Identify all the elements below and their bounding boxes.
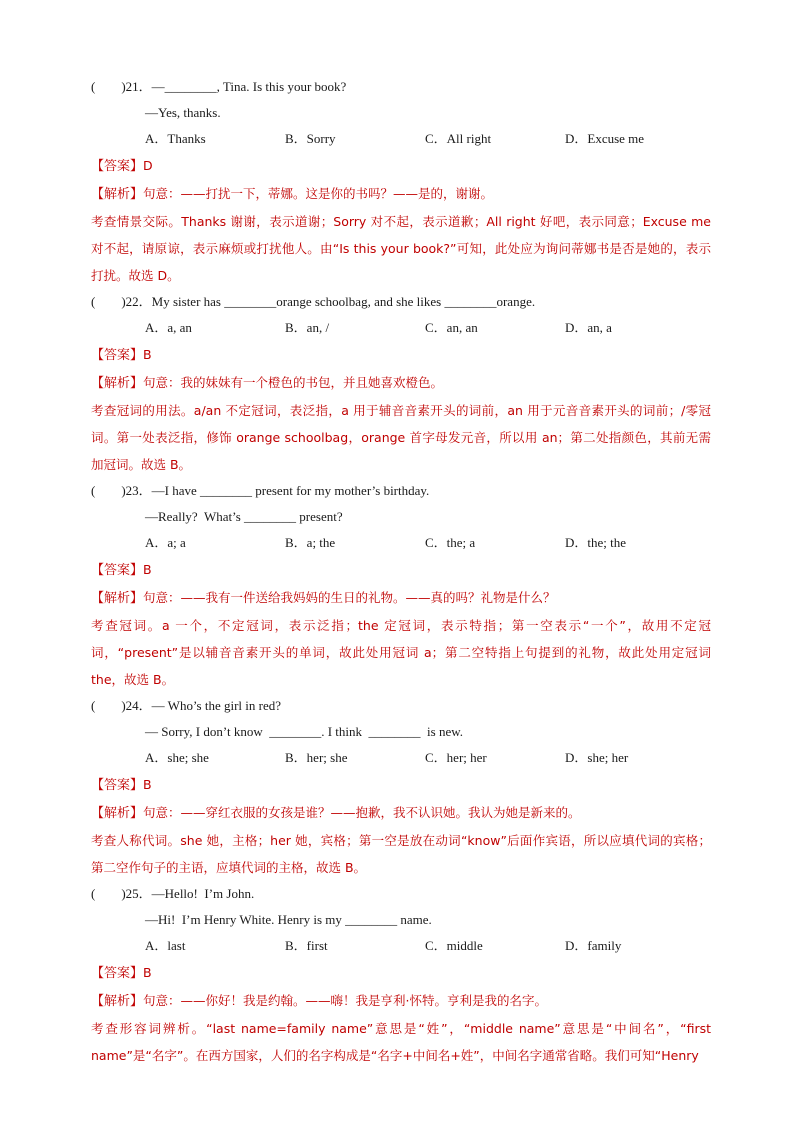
- question-stem: ( )23．—I have ________ present for my mother’s birthday.: [91, 483, 430, 498]
- analysis-body: 考查人称代词。she 她，主格；her 她，宾格；第一空是放在动词“know”后面作宾语，所以应填代词的宾格；第二空作句子的主语，应填代词的主格，故选 B。: [91, 833, 711, 875]
- options-row: [91, 530, 711, 556]
- question-line: —Really? What’s ________ present?: [145, 509, 343, 524]
- question-25: [91, 881, 711, 1069]
- question-stem: ( )21．—________, Tina. Is this your book?: [91, 79, 347, 94]
- analysis-translation: 句意：我的妹妹有一个橙色的书包，并且她喜欢橙色。: [143, 375, 444, 390]
- option-c: C．middle: [425, 938, 483, 953]
- analysis-tag: 【解析】: [91, 187, 144, 202]
- analysis-translation: 句意：——我有一件送给我妈妈的生日的礼物。——真的吗？礼物是什么？: [143, 590, 556, 605]
- option-a: A．Thanks: [145, 131, 206, 146]
- option-d: D．family: [565, 938, 622, 953]
- question-23: [91, 478, 711, 693]
- answer-value: B: [143, 777, 152, 792]
- options-row: [91, 126, 711, 152]
- question-line: —Hi! I’m Henry White. Henry is my ________ name.: [145, 912, 432, 927]
- option-a: A．a, an: [145, 320, 192, 335]
- option-c: C．her; her: [425, 750, 487, 765]
- answer-tag: 【答案】: [91, 159, 144, 174]
- analysis-body: 考查情景交际。Thanks 谢谢，表示道谢；Sorry 对不起，表示道歉；All right 好吧，表示同意；Excuse me 对不起，请原谅，表示麻烦或打扰他人。由“Is this your book?”可知，此处应为询问蒂娜书是否是她的，表示打扰。故选 D。: [91, 214, 711, 283]
- analysis-line: [91, 369, 711, 397]
- option-b: B．her; she: [285, 750, 348, 765]
- analysis-line: [91, 584, 711, 612]
- analysis-tag: 【解析】: [91, 376, 144, 391]
- answer-tag: 【答案】: [91, 348, 144, 363]
- analysis-body: 考查形容词辨析。“last name=family name”意思是“姓”，“middle name”意思是“中间名”，“first name”是“名字”。在西方国家，人们的名字构成是“名字+中间名+姓”，中间名字通常省略。我们可知“Henry: [91, 1021, 711, 1063]
- option-c: C．an, an: [425, 320, 478, 335]
- answer-tag: 【答案】: [91, 966, 144, 981]
- option-d: D．she; her: [565, 750, 629, 765]
- answer-line: [91, 152, 711, 180]
- analysis-translation: 句意：——打扰一下，蒂娜。这是你的书吗？——是的，谢谢。: [143, 186, 494, 201]
- option-c: C．the; a: [425, 535, 476, 550]
- analysis-body: 考查冠词。a 一个，不定冠词，表示泛指；the 定冠词，表示特指；第一空表示“一个”，故用不定冠词，“present”是以辅音音素开头的单词，故此处用冠词 a；第二空特指上句提到的礼物，故此处用定冠词 the，故选 B。: [91, 618, 711, 687]
- option-d: D．the; the: [565, 535, 627, 550]
- answer-line: [91, 771, 711, 799]
- option-d: D．Excuse me: [565, 131, 645, 146]
- option-b: B．first: [285, 938, 328, 953]
- answer-value: B: [143, 562, 152, 577]
- answer-tag: 【答案】: [91, 563, 144, 578]
- analysis-tag: 【解析】: [91, 994, 144, 1009]
- option-a: A．last: [145, 938, 186, 953]
- analysis-translation: 句意：——你好！我是约翰。——嗨！我是亨利·怀特。亨利是我的名字。: [143, 993, 547, 1008]
- answer-line: [91, 341, 711, 369]
- answer-value: B: [143, 347, 152, 362]
- analysis-line: [91, 799, 711, 827]
- analysis-translation: 句意：——穿红衣服的女孩是谁？——抱歉，我不认识她。我认为她是新来的。: [143, 805, 581, 820]
- answer-value: B: [143, 965, 152, 980]
- answer-line: [91, 556, 711, 584]
- question-line: — Sorry, I don’t know ________. I think ________ is new.: [145, 724, 464, 739]
- exam-page: [91, 74, 711, 1069]
- analysis-tag: 【解析】: [91, 806, 144, 821]
- option-d: D．an, a: [565, 320, 612, 335]
- question-22: [91, 289, 711, 478]
- question-21: [91, 74, 711, 289]
- analysis-body: 考查冠词的用法。a/an 不定冠词，表泛指，a 用于辅音音素开头的词前，an 用于元音音素开头的词前；/零冠词。第一处表泛指，修饰 orange schoolbag，orange 首字母发元音，所以用 an；第二处指颜色，其前无需加冠词。故选 B。: [91, 403, 711, 472]
- question-stem: ( )22．My sister has ________orange schoolbag, and she likes ________orange.: [91, 294, 536, 309]
- question-stem: ( )24．— Who’s the girl in red?: [91, 698, 282, 713]
- option-b: B．Sorry: [285, 131, 336, 146]
- option-a: A．she; she: [145, 750, 209, 765]
- answer-value: D: [143, 158, 153, 173]
- question-stem: ( )25．—Hello! I’m John.: [91, 886, 255, 901]
- option-a: A．a; a: [145, 535, 186, 550]
- option-b: B．a; the: [285, 535, 336, 550]
- answer-tag: 【答案】: [91, 778, 144, 793]
- question-24: [91, 693, 711, 881]
- answer-line: [91, 959, 711, 987]
- question-line: —Yes, thanks.: [145, 105, 221, 120]
- analysis-tag: 【解析】: [91, 591, 144, 606]
- option-b: B．an, /: [285, 320, 330, 335]
- option-c: C．All right: [425, 131, 492, 146]
- analysis-line: [91, 987, 711, 1015]
- options-row: [91, 315, 711, 341]
- options-row: [91, 933, 711, 959]
- options-row: [91, 745, 711, 771]
- analysis-line: [91, 180, 711, 208]
